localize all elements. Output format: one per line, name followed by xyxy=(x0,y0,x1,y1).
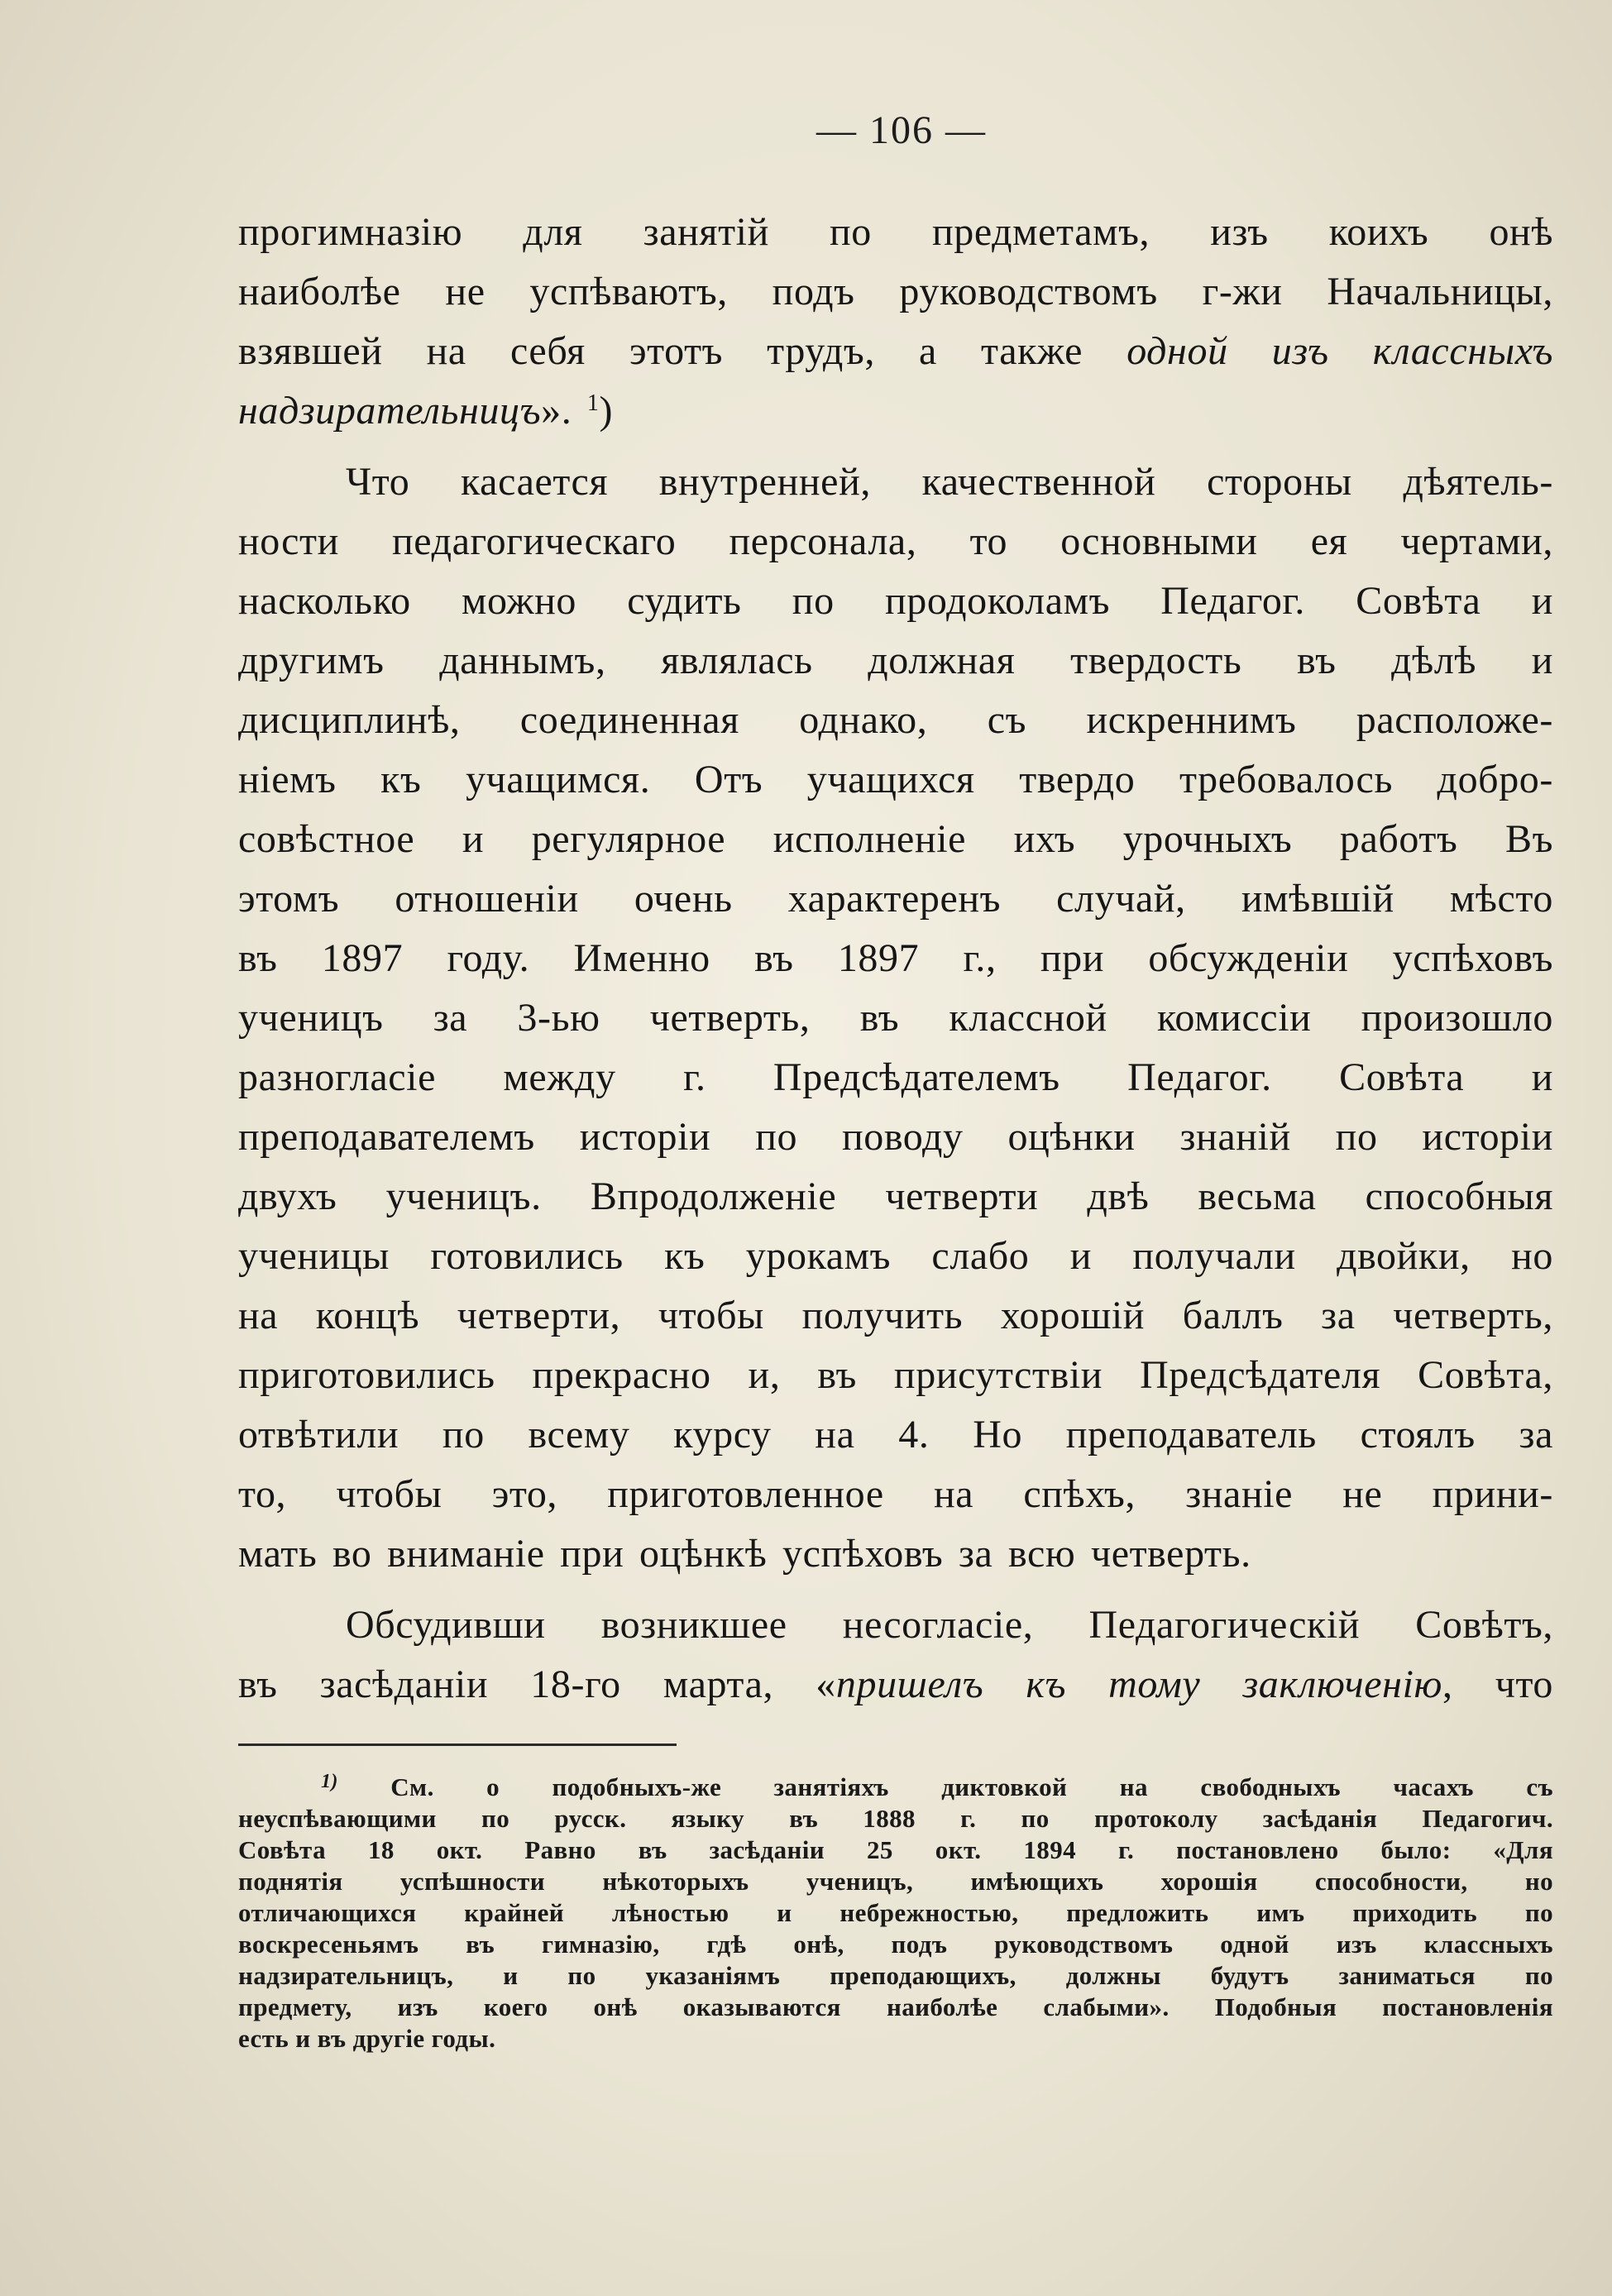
text-line: ученицы готовились къ урокамъ слабо и получали двойки, но xyxy=(238,1234,1553,1278)
text-run: ) xyxy=(599,389,614,433)
text-line xyxy=(238,1655,1553,1715)
text-line xyxy=(238,322,1553,381)
text-line: Обсудивши возникшее несогласіе, Педагогическій Совѣтъ, xyxy=(346,1603,1553,1647)
footnote-line: Совѣта 18 окт. Равно въ засѣданіи 25 окт. 1894 г. постановлено было: «Для xyxy=(238,1835,1553,1864)
text-line: ніемъ къ учащимся. Отъ учащихся твердо требовалось добро- xyxy=(238,758,1553,801)
text-run: См. о подобныхъ-же занятіяхъ диктовкой на свободныхъ часахъ съ xyxy=(390,1772,1553,1801)
footnote-line: предмету, изъ коего онѣ оказываются наиболѣе слабыми». Подобныя постановленія xyxy=(238,1992,1553,2021)
text-line: преподавателемъ исторіи по поводу оцѣнки знаній по исторіи xyxy=(238,1115,1553,1159)
footnote-line: неуспѣвающими по русск. языку въ 1888 г. по протоколу засѣданія Педагогич. xyxy=(238,1804,1553,1833)
paragraph-gap xyxy=(238,1584,1553,1595)
text-line: въ 1897 году. Именно въ 1897 г., при обсужденіи успѣховъ xyxy=(238,936,1553,980)
text-line: этомъ отношеніи очень характеренъ случай, имѣвшій мѣсто xyxy=(238,877,1553,921)
footnote-line: надзирательницъ, и по указаніямъ преподающихъ, должны будутъ заниматься по xyxy=(238,1961,1553,1990)
footnote-line: поднятія успѣшности нѣкоторыхъ ученицъ, имѣющихъ хорошія способности, но xyxy=(238,1867,1553,1896)
text-line: разногласіе между г. Предсѣдателемъ Педагог. Совѣта и xyxy=(238,1055,1553,1099)
text-run: въ засѣданіи 18-го марта, « xyxy=(238,1662,836,1706)
text-line: ности педагогическаго персонала, то основными ея чертами, xyxy=(238,519,1553,563)
footnote-reference: 1 xyxy=(586,390,600,416)
text-line: дисциплинѣ, соединенная однако, съ искреннимъ расположе- xyxy=(238,698,1553,742)
text-line: ученицъ за 3-ью четверть, въ классной комиссіи произошло xyxy=(238,996,1553,1040)
main-text xyxy=(238,203,1553,1715)
footnote xyxy=(238,1772,1553,2054)
paragraph-gap xyxy=(238,441,1553,452)
text-line: приготовились прекрасно и, въ присутствіи Предсѣдателя Совѣта, xyxy=(238,1353,1553,1397)
text-line: другимъ даннымъ, являлась должная твердость въ дѣлѣ и xyxy=(238,639,1553,682)
text-run: ». xyxy=(541,389,587,433)
text-run: , что xyxy=(1442,1662,1554,1706)
text-run: взявшей на себя этотъ трудъ, а также xyxy=(238,329,1127,373)
text-line: Что касается внутренней, качественной стороны дѣятель- xyxy=(346,460,1553,504)
italic-run: надзирательницъ xyxy=(238,389,542,433)
italic-run: пришелъ къ тому заключенію xyxy=(835,1662,1442,1706)
italic-run: одной изъ классныхъ xyxy=(1126,329,1553,373)
text-line: двухъ ученицъ. Впродолженіе четверти двѣ весьма способныя xyxy=(238,1174,1553,1218)
page-number: — 106 — xyxy=(816,108,987,152)
footnote-line: воскресеньямъ въ гимназію, гдѣ онѣ, подъ руководствомъ одной изъ классныхъ xyxy=(238,1930,1553,1959)
footnote-line: есть и въ другіе годы. xyxy=(238,2024,496,2053)
text-line: прогимназію для занятій по предметамъ, изъ коихъ онѣ xyxy=(238,210,1553,254)
text-line: совѣстное и регулярное исполненіе ихъ урочныхъ работъ Въ xyxy=(238,817,1553,861)
footnote-line xyxy=(238,1772,1553,1803)
text-line: отвѣтили по всему курсу на 4. Но преподаватель стоялъ за xyxy=(238,1413,1553,1457)
text-line: то, чтобы это, приготовленное на спѣхъ, знаніе не прини- xyxy=(238,1472,1553,1516)
footnote-separator xyxy=(238,1744,677,1746)
text-line: насколько можно судить по продоколамъ Педагог. Совѣта и xyxy=(238,579,1553,623)
text-line: мать во вниманіе при оцѣнкѣ успѣховъ за всю четверть. xyxy=(238,1532,1251,1576)
text-line: на концѣ четверти, чтобы получить хорошій баллъ за четверть, xyxy=(238,1294,1553,1337)
footnote-marker: 1) xyxy=(321,1771,338,1792)
footnote-line: отличающихся крайней лѣностью и небрежностью, предложить имъ приходить по xyxy=(238,1898,1553,1927)
text-line xyxy=(238,381,1553,441)
text-line: наиболѣе не успѣваютъ, подъ руководствомъ г-жи Начальницы, xyxy=(238,270,1553,313)
